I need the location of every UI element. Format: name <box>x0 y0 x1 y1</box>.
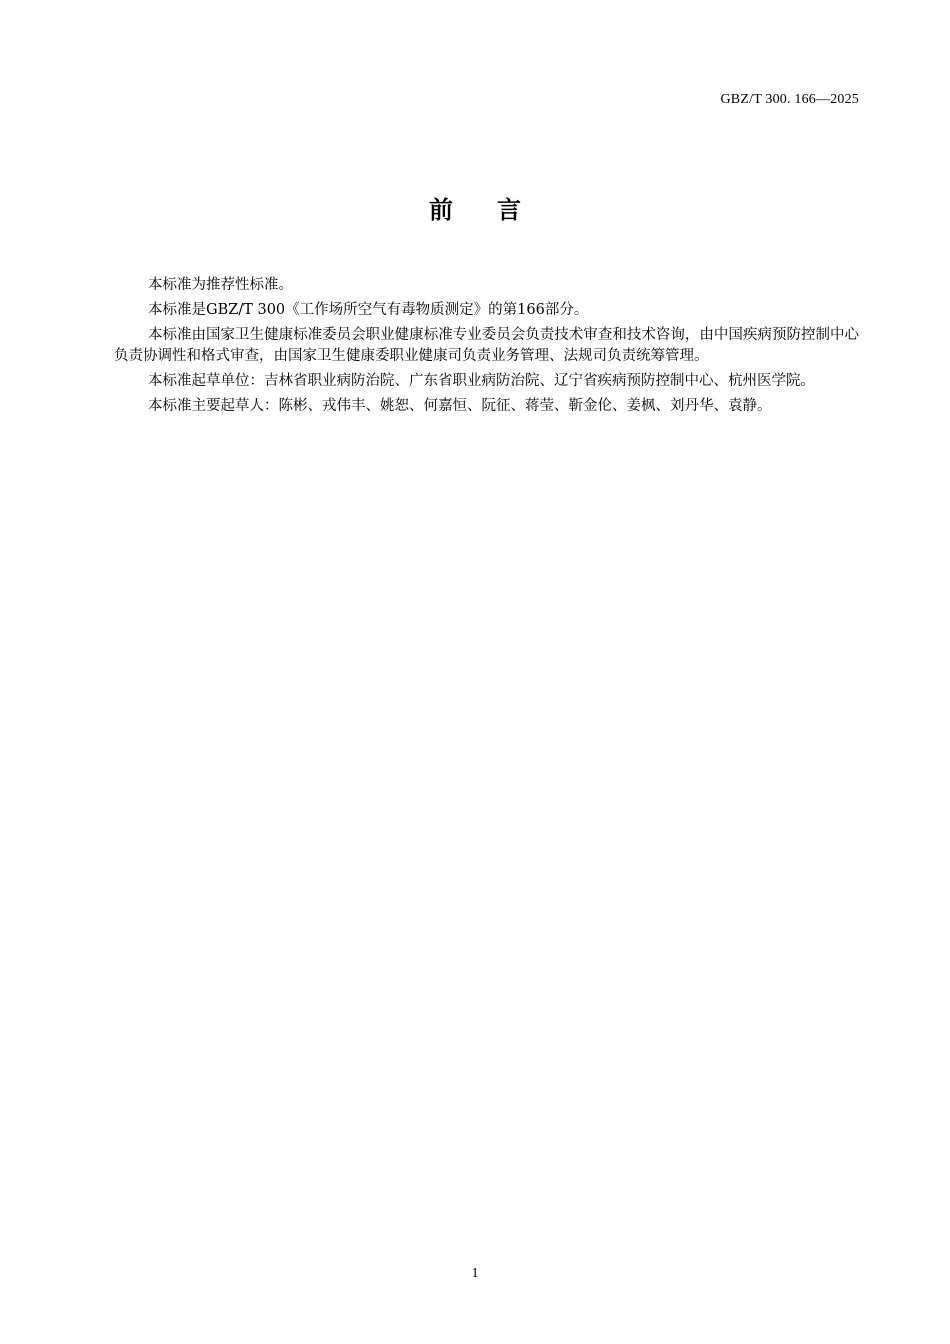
section-title: 前言 <box>429 196 565 224</box>
paragraph-drafters: 本标准主要起草人：陈彬、戎伟丰、姚恕、何嘉恒、阮征、蒋莹、靳金伦、姜枫、刘丹华、袁静。 <box>148 398 772 414</box>
paragraph-review-committee: 本标准由国家卫生健康标准委员会职业健康标准专业委员会负责技术审查和技术咨询，由中国疾病预防控制中心负责协调性和格式审查，由国家卫生健康委职业健康司负责业务管理、法规司负责统筹管理。 <box>114 327 859 364</box>
page-number: 1 <box>471 1266 479 1281</box>
paragraph-drafting-units: 本标准起草单位：吉林省职业病防治院、广东省职业病防治院、辽宁省疾病预防控制中心、杭州医学院。 <box>148 373 815 389</box>
document-code: GBZ/T 300. 166—2025 <box>720 92 859 107</box>
paragraph-standard-type: 本标准为推荐性标准。 <box>148 277 293 293</box>
body-text <box>114 275 859 421</box>
paragraph-part-number: 本标准是GBZ/T 300《工作场所空气有毒物质测定》的第166部分。 <box>148 302 589 318</box>
